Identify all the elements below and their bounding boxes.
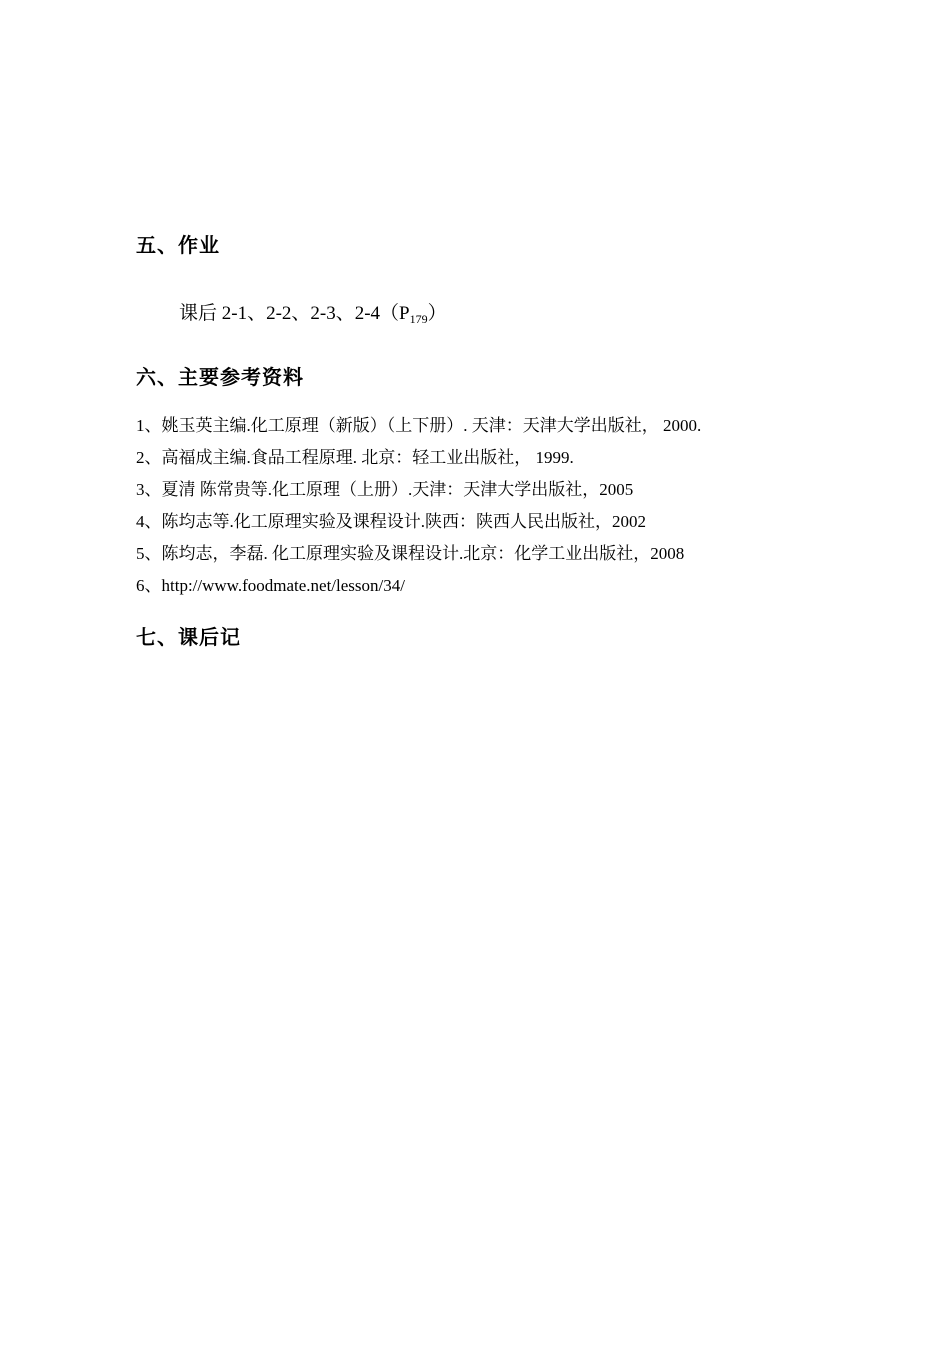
homework-text-end: ） [427, 303, 447, 324]
reference-link[interactable]: 6、http://www.foodmate.net/lesson/34/ [136, 576, 405, 595]
homework-assignment [179, 298, 447, 327]
reference-item: 2、高福成主编.食品工程原理. 北京：轻工业出版社， 1999. [136, 448, 574, 467]
notes-heading: 七、课后记 [136, 627, 241, 649]
reference-item: 5、陈均志，李磊. 化工原理实验及课程设计.北京：化学工业出版社，2008 [136, 544, 685, 563]
references-heading: 六、主要参考资料 [136, 367, 304, 389]
reference-item: 3、夏清 陈常贵等.化工原理（上册）.天津：天津大学出版社，2005 [136, 480, 634, 499]
homework-heading: 五、作业 [136, 235, 220, 257]
homework-page-number: 179 [409, 312, 428, 326]
reference-list [136, 414, 701, 606]
homework-text: 课后 2-1、2-2、2-3、2-4（P [179, 303, 410, 324]
reference-item: 1、姚玉英主编.化工原理（新版）（上下册）. 天津：天津大学出版社， 2000. [136, 416, 702, 435]
reference-item: 4、陈均志等.化工原理实验及课程设计.陕西：陕西人民出版社，2002 [136, 512, 646, 531]
